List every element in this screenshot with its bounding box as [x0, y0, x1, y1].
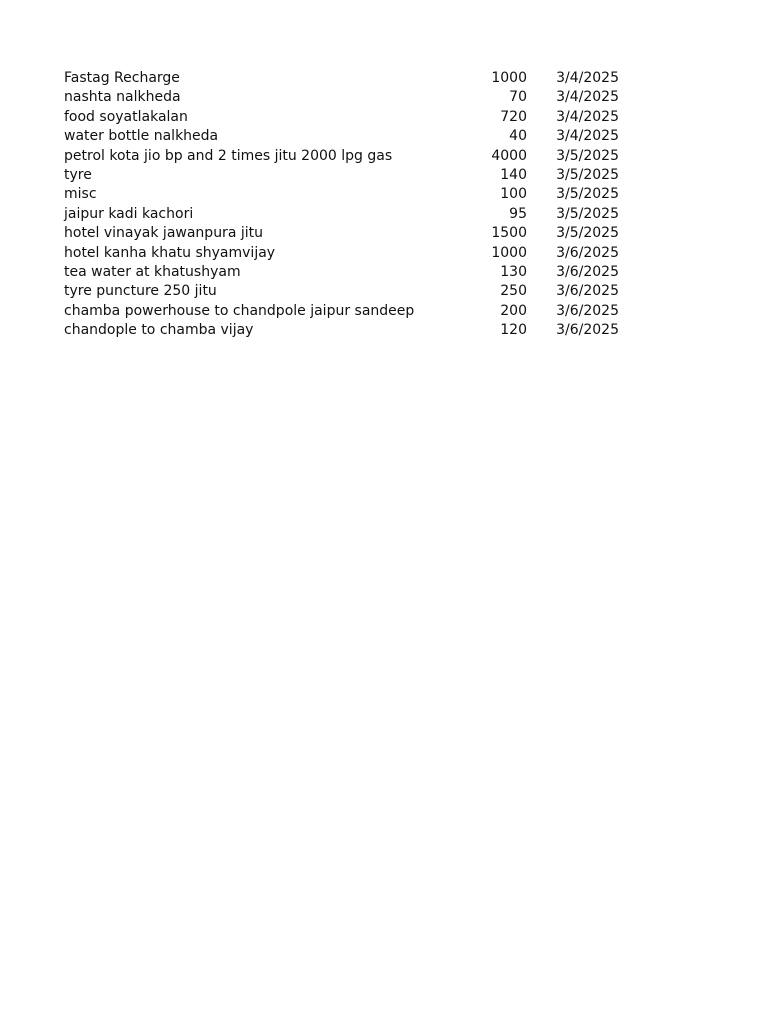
- table-row: [64, 263, 634, 282]
- table-row: [64, 205, 634, 224]
- expense-date: 3/6/2025: [556, 302, 619, 319]
- table-row: [64, 302, 634, 321]
- expense-description: Fastag Recharge: [64, 70, 180, 86]
- expense-date: 3/4/2025: [556, 128, 619, 145]
- expense-amount: 100: [500, 186, 527, 203]
- expense-date: 3/6/2025: [556, 322, 619, 339]
- expense-date: 3/5/2025: [556, 186, 619, 203]
- expense-description: nashta nalkheda: [64, 89, 181, 106]
- expense-amount: 1000: [491, 244, 527, 261]
- expense-sheet: [64, 69, 634, 340]
- expense-amount: 95: [509, 205, 527, 222]
- table-row: [64, 88, 634, 107]
- expense-description: chamba powerhouse to chandpole jaipur sandeep: [64, 302, 415, 319]
- expense-description: tyre puncture 250 jitu: [64, 283, 217, 300]
- expense-amount: 40: [509, 128, 527, 145]
- expense-description: food soyatlakalan: [64, 108, 188, 125]
- expense-date: 3/6/2025: [556, 263, 619, 280]
- expense-description: water bottle nalkheda: [64, 128, 219, 145]
- expense-amount: 70: [509, 89, 527, 106]
- table-row: [64, 166, 634, 185]
- expense-amount: 4000: [491, 147, 527, 164]
- expense-date: 3/4/2025: [556, 89, 619, 106]
- table-row: [64, 185, 634, 204]
- table-row: [64, 108, 634, 127]
- expense-description: tea water at khatushyam: [64, 263, 241, 280]
- expense-date: 3/5/2025: [556, 147, 619, 164]
- expense-date: 3/5/2025: [556, 205, 619, 222]
- table-row: [64, 69, 634, 88]
- expense-description: petrol kota jio bp and 2 times jitu 2000 lpg gas: [64, 147, 393, 164]
- table-row: [64, 224, 634, 243]
- table-row: [64, 127, 634, 146]
- table-row: [64, 321, 634, 340]
- expense-date: 3/4/2025: [556, 70, 619, 86]
- expense-description: hotel vinayak jawanpura jitu: [64, 225, 263, 242]
- expense-date: 3/5/2025: [556, 225, 619, 242]
- expense-amount: 250: [500, 283, 527, 300]
- expense-date: 3/6/2025: [556, 283, 619, 300]
- expense-amount: 140: [500, 166, 527, 183]
- expense-date: 3/5/2025: [556, 166, 619, 183]
- expense-description: chandople to chamba vijay: [64, 322, 254, 339]
- table-row: [64, 147, 634, 166]
- expense-description: misc: [64, 186, 97, 203]
- expense-amount: 120: [500, 322, 527, 339]
- table-row: [64, 282, 634, 301]
- expense-date: 3/6/2025: [556, 244, 619, 261]
- expense-amount: 1500: [491, 225, 527, 242]
- expense-amount: 1000: [491, 70, 527, 86]
- table-row: [64, 244, 634, 263]
- expense-amount: 720: [500, 108, 527, 125]
- expense-amount: 200: [500, 302, 527, 319]
- expense-date: 3/4/2025: [556, 108, 619, 125]
- expense-amount: 130: [500, 263, 527, 280]
- expense-description: tyre: [64, 166, 92, 183]
- expense-description: jaipur kadi kachori: [64, 205, 194, 222]
- expense-description: hotel kanha khatu shyamvijay: [64, 244, 276, 261]
